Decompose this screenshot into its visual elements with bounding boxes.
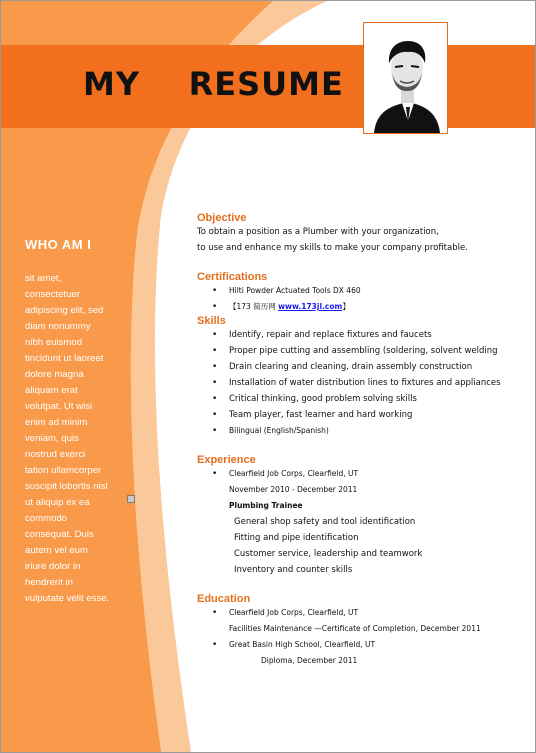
resume-title xyxy=(83,65,344,103)
experience-dates: November 2010 - December 2011 xyxy=(229,485,358,494)
sidebar-line: autem vel eum xyxy=(25,545,88,556)
sidebar-line: aliquam erat xyxy=(25,385,78,396)
skill-item: • Installation of water distribution lines to fixtures and appliances xyxy=(197,375,531,391)
objective-line: To obtain a position as a Plumber with your organization, xyxy=(197,227,439,237)
sidebar-line: dolore magna xyxy=(25,369,84,380)
sidebar-line: tincidunt ut laoreet xyxy=(25,353,104,364)
skill-item: • Team player, fast learner and hard working xyxy=(197,407,531,423)
skill-item: • Drain clearing and cleaning, drain assembly construction xyxy=(197,359,531,375)
experience-company: • Clearfield Job Corps, Clearfield, UT xyxy=(197,466,531,482)
skill-item: • Identify, repair and replace fixtures and faucets xyxy=(197,327,531,343)
education-school: • Clearfield Job Corps, Clearfield, UT xyxy=(197,605,531,621)
duty-item: Fitting and pipe identification xyxy=(234,533,359,543)
education-list xyxy=(197,637,531,653)
sidebar-line: volutpat. Ut wisi xyxy=(25,401,93,412)
sidebar-line: veniam, quis xyxy=(25,433,79,444)
portrait-illustration xyxy=(364,23,447,133)
education-diploma: Diploma, December 2011 xyxy=(261,656,358,665)
sidebar-line: adipiscing elit, sed xyxy=(25,305,104,316)
certifications-list xyxy=(197,283,531,315)
sidebar-line: hendrerit in xyxy=(25,577,73,588)
sidebar-text xyxy=(25,271,129,607)
cert-prefix: 【173 简历网 xyxy=(229,302,279,311)
profile-photo xyxy=(363,22,448,134)
skills-list xyxy=(197,327,531,439)
title-resume: RESUME xyxy=(188,65,344,103)
website-link[interactable]: www.173jl.com xyxy=(278,302,343,311)
sidebar-line: consequat. Duis xyxy=(25,529,94,540)
education-heading: Education xyxy=(197,593,251,605)
sidebar-line: nibh euismod xyxy=(25,337,83,348)
sidebar-line: vulputate velit esse. xyxy=(25,593,110,604)
cert-suffix: 】 xyxy=(342,302,350,311)
sidebar-line: sit amet, xyxy=(25,273,62,284)
certification-item xyxy=(197,299,531,315)
experience-heading: Experience xyxy=(197,454,256,466)
certification-item: • Hilti Powder Actuated Tools DX 460 xyxy=(197,283,531,299)
skill-item: • Bilingual (English/Spanish) xyxy=(197,423,531,439)
skill-item: • Proper pipe cutting and assembling (soldering, solvent welding xyxy=(197,343,531,359)
education-school: • Great Basin High School, Clearfield, UT xyxy=(197,637,531,653)
experience-list xyxy=(197,466,531,482)
experience-role: Plumbing Trainee xyxy=(229,501,303,510)
sidebar-line: diam nonummy xyxy=(25,321,91,332)
education-list xyxy=(197,605,531,621)
who-am-i-heading: WHO AM I xyxy=(25,237,92,252)
sidebar-line: commodo xyxy=(25,513,68,524)
objective-line: to use and enhance my skills to make your company profitable. xyxy=(197,243,468,253)
sidebar-line: iriure dolor in xyxy=(25,561,81,572)
duty-item: General shop safety and tool identification xyxy=(234,517,416,527)
objective-heading: Objective xyxy=(197,212,247,224)
skills-heading: Skills xyxy=(197,315,226,327)
sidebar-line: tation ullamcorper xyxy=(25,465,102,476)
duty-item: Customer service, leadership and teamwork xyxy=(234,549,423,559)
sidebar-line: suscipit lobortis nisl xyxy=(25,481,108,492)
certifications-heading: Certifications xyxy=(197,271,268,283)
duty-item: Inventory and counter skills xyxy=(234,565,353,575)
sidebar-line: ut aliquip ex ea xyxy=(25,497,90,508)
sidebar-line: consectetuer xyxy=(25,289,80,300)
education-certificate: Facilities Maintenance —Certificate of Completion, December 2011 xyxy=(229,624,481,633)
sidebar-line: enim ad minim xyxy=(25,417,88,428)
title-my: MY xyxy=(83,65,141,103)
skill-item: • Critical thinking, good problem solving skills xyxy=(197,391,531,407)
sidebar-line: nostrud exerci xyxy=(25,449,86,460)
resume-content xyxy=(197,212,531,669)
textbox-resize-handle[interactable] xyxy=(127,495,135,503)
